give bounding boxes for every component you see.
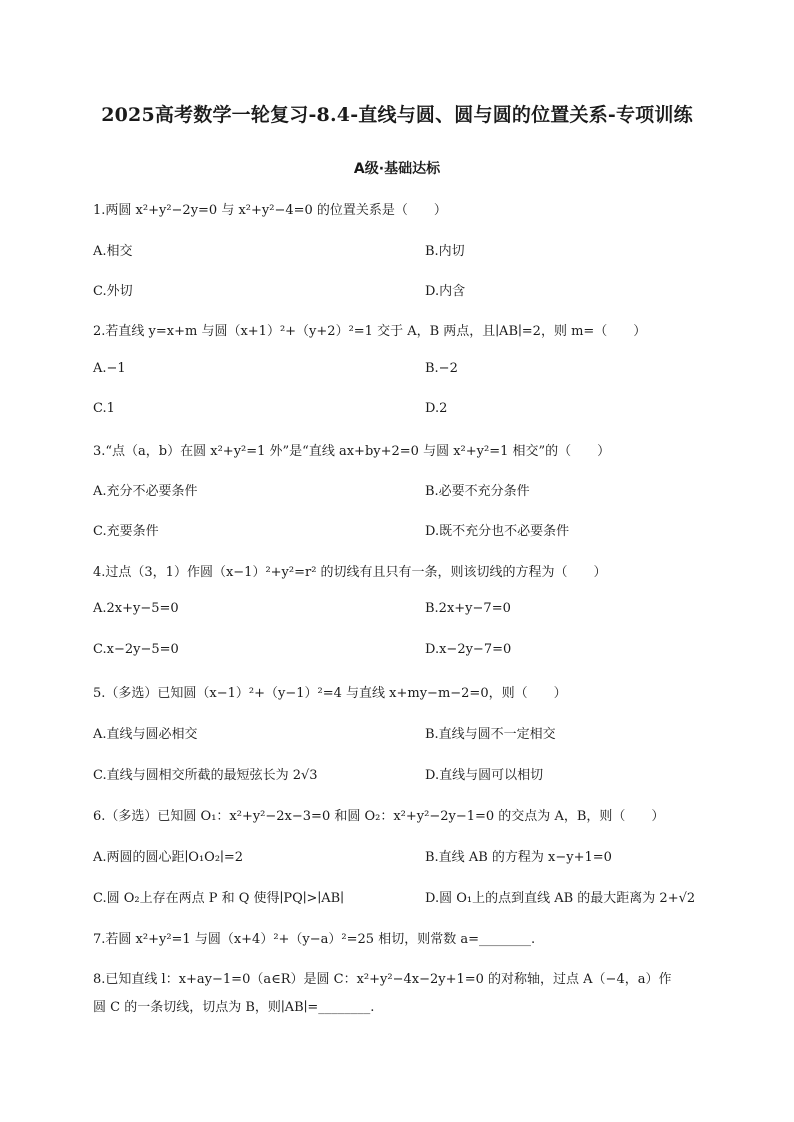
question-4-option-b: B.2x+y−7=0 bbox=[425, 601, 511, 616]
question-5-option-b: B.直线与圆不一定相交 bbox=[425, 727, 556, 742]
question-4-option-c: C.x−2y−5=0 bbox=[93, 642, 179, 657]
question-2-stem: 2.若直线 y=x+m 与圆（x+1）²+（y+2）²=1 交于 A，B 两点，且∣AB∣=2，则 m=（ ） bbox=[93, 324, 647, 339]
question-6-option-d: D.圆 O₁上的点到直线 AB 的最大距离为 2+√2 bbox=[425, 891, 696, 906]
question-3-option-c: C.充要条件 bbox=[93, 524, 159, 539]
question-3-stem: 3.“点（a，b）在圆 x²+y²=1 外”是“直线 ax+by+2=0 与圆 x²+y²=1 相交”的（ ） bbox=[93, 444, 611, 459]
section-heading: A级·基础达标 bbox=[353, 161, 441, 177]
question-5-stem: 5.（多选）已知圆（x−1）²+（y−1）²=4 与直线 x+my−m−2=0，则（ ） bbox=[93, 686, 567, 701]
question-2-option-b: B.−2 bbox=[425, 361, 458, 376]
question-6-option-c: C.圆 O₂上存在两点 P 和 Q 使得∣PQ∣>∣AB∣ bbox=[93, 891, 344, 906]
question-7-stem: 7.若圆 x²+y²=1 与圆（x+4）²+（y−a）²=25 相切，则常数 a=________. bbox=[93, 932, 536, 947]
question-4-option-d: D.x−2y−7=0 bbox=[425, 642, 512, 657]
question-3-option-a: A.充分不必要条件 bbox=[93, 484, 198, 499]
question-1-option-c: C.外切 bbox=[93, 284, 133, 299]
question-5-option-d: D.直线与圆可以相切 bbox=[425, 768, 544, 783]
question-1-option-a: A.相交 bbox=[93, 244, 133, 259]
question-6-option-a: A.两圆的圆心距∣O₁O₂∣=2 bbox=[93, 850, 243, 865]
question-5-option-c: C.直线与圆相交所截的最短弦长为 2√3 bbox=[93, 768, 318, 783]
document-title: 2025高考数学一轮复习-8.4-直线与圆、圆与圆的位置关系-专项训练 bbox=[101, 104, 693, 126]
question-1-stem: 1.两圆 x²+y²−2y=0 与 x²+y²−4=0 的位置关系是（ ） bbox=[93, 203, 447, 218]
question-6-option-b: B.直线 AB 的方程为 x−y+1=0 bbox=[425, 850, 612, 865]
question-1-option-d: D.内含 bbox=[425, 284, 466, 299]
question-3-option-b: B.必要不充分条件 bbox=[425, 484, 530, 499]
question-3-option-d: D.既不充分也不必要条件 bbox=[425, 524, 570, 539]
question-8-stem-line2: 圆 C 的一条切线，切点为 B，则∣AB∣=________. bbox=[93, 1000, 375, 1015]
question-2-option-d: D.2 bbox=[425, 401, 448, 416]
question-8-stem: 8.已知直线 l：x+ay−1=0（a∈R）是圆 C：x²+y²−4x−2y+1=0 的对称轴，过点 A（−4，a）作 bbox=[93, 972, 672, 987]
question-5-option-a: A.直线与圆必相交 bbox=[93, 727, 198, 742]
question-4-stem: 4.过点（3，1）作圆（x−1）²+y²=r² 的切线有且只有一条，则该切线的方程为（ ） bbox=[93, 565, 607, 580]
question-1-option-b: B.内切 bbox=[425, 244, 465, 259]
question-2-option-c: C.1 bbox=[93, 401, 115, 416]
question-2-option-a: A.−1 bbox=[93, 361, 126, 376]
question-4-option-a: A.2x+y−5=0 bbox=[93, 601, 179, 616]
question-6-stem: 6.（多选）已知圆 O₁：x²+y²−2x−3=0 和圆 O₂：x²+y²−2y−1=0 的交点为 A，B，则（ ） bbox=[93, 809, 665, 824]
